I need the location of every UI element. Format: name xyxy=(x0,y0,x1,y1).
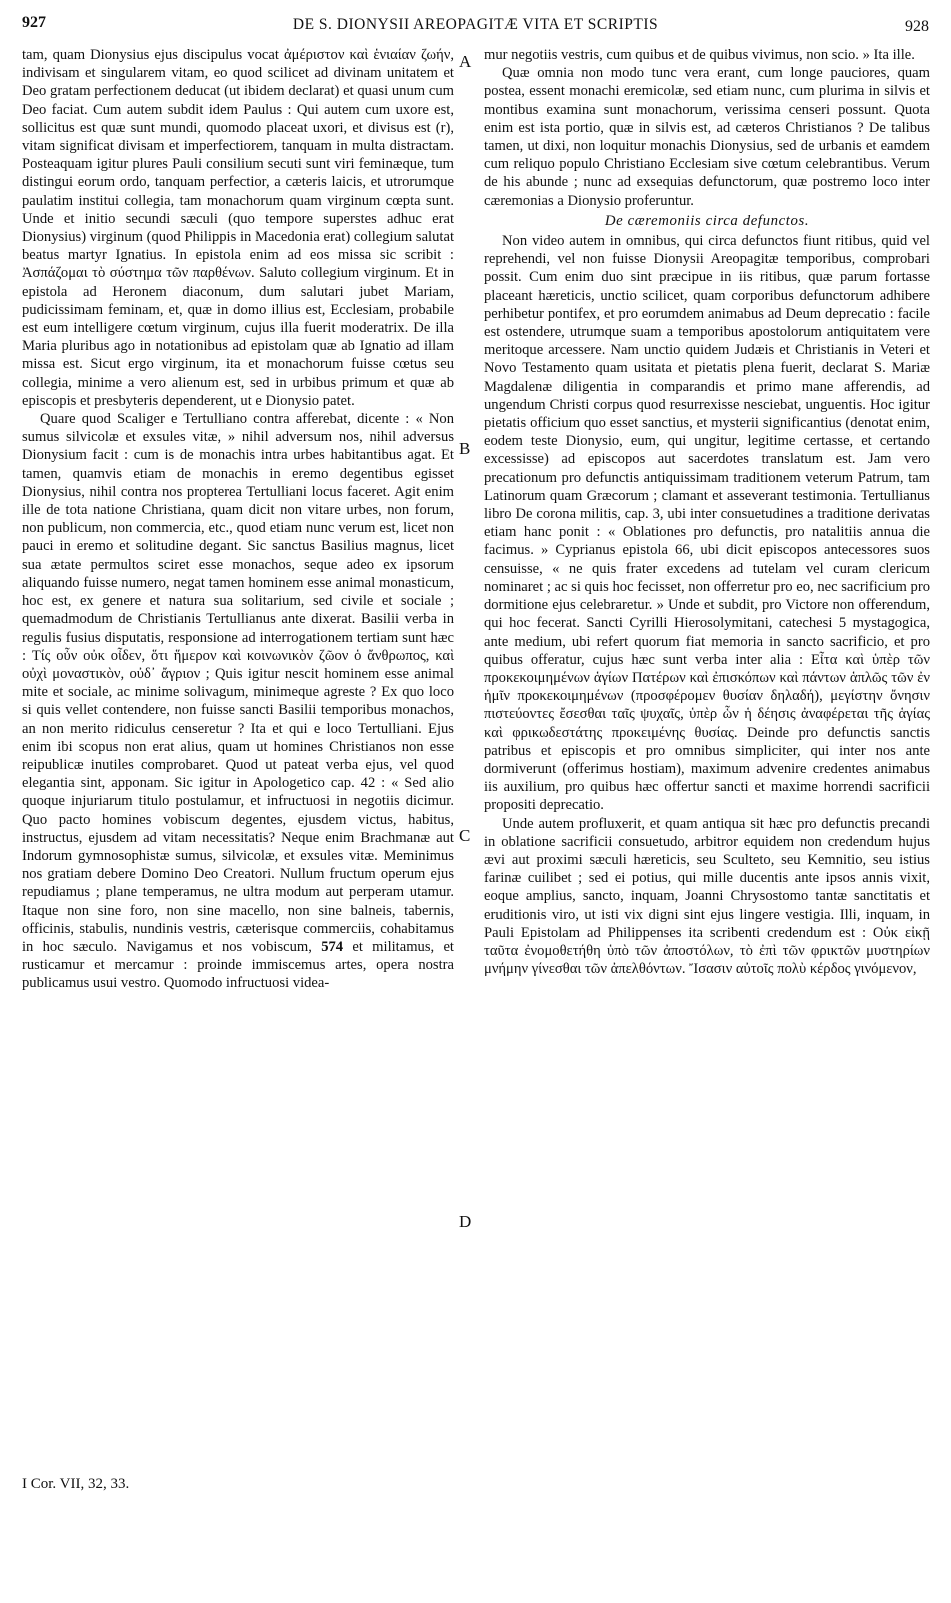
page-number-left: 927 xyxy=(22,14,46,31)
right-paragraph-3: Non video autem in omnibus, qui circa defunctos fiunt ritibus, quid vel reprehendi, vel non fuisse Dionysii Areopagitæ temporibus, comprobari possit. Cum enim duo sint præcipue in iis ritibus, quæ parum fortasse placeant hæreticis, unctio scilicet, quam corporibus defunctorum adhibere perhibetur pontifex, et pro eorumdem animabus ad Deum deprecatio : facile est ostendere, utrumque suam a temporibus apostolorum antiquitatem vere meritoque arcessere. Nam unctio quidem Judæis et Christianis in Veteri et Novo Testamento quam usitata et pietatis plena fuerit, declarat S. Mariæ Magdalenæ diligentia in comparandis et primo mane afferendis, ad ungendum Christi corpus quod resurrexisse nesciebat, unguentis. Hoc igitur pietatis officium quo esset sanctius, et mysterii significantius (denotat enim, eodem teste Dionysio, eum, qui ungitur, legitime certasse, et certando excessisse) ad episcopos aut sacerdotes translatum est. Jam vero precationum pro defunctis antiquissimam traditionem veterum Patrum, tam Latinorum quam Græcorum ; clamant et asseverant testimonia. Tertullianus libro De corona militis, cap. 3, ubi inter consuetudines a traditione derivatas etiam hanc ponit : « Oblationes pro defunctis, pro natalitiis annua die facimus. » Cyprianus epistola 66, ubi dicit episcopos antecessores suos censuisse, « ne quis frater excedens ad tutelam vel curam clericum nominaret ; ac si quis hoc fecisset, non offerretur pro eo, nec sacrificium pro dormitione ejus celebraretur. » Unde et subdit, pro Victore non offerendum, qui hoc fecerat. Sancti Cyrilli Hierosolymitani, catechesi 5 mystagogica, ante medium, ubi refert quorum fiat memoria in sancto sacrificio, et pro quibus offeratur, cujus hæc sunt verba inter alia : Εἶτα καὶ ὑπὲρ τῶν προκεκοιμημένων ἁγίων Πατέρων καὶ ἐπισκόπων καὶ πάντων ἁπλῶς τῶν ἐν ἡμῖν προκεκοιμημένων (προσφέρομεν θυσίαν δηλαδή), μεγίστην ὄνησιν πιστεύοντες ἔσεσθαι ταῖς ψυχαῖς, ὑπὲρ ὧν ἡ δέησις ἀναφέρεται τῆς ἁγίας καὶ φρικωδεστάτης προκειμένης θυσίας. Deinde pro defunctis sanctis patribus et episcopis et pro omnibus simpliciter, qui inter nos ante dormiverunt (offerimus hostiam), maximum advenire credentes animabus iis auxilium, pro quibus hæc offertur sancti et maxime horrendi sacrificii propositi deprecatio. xyxy=(484,233,930,814)
section-heading: De cæremoniis circa defunctos. xyxy=(604,212,810,229)
right-paragraph-2: Quæ omnia non modo tunc vera erant, cum longe pauciores, quam postea, essent monachi eremicolæ, sed etiam nunc, cum plurima in silvis et montibus examina sunt monachorum, verissima censeri possunt. Quota enim est ista portio, quæ in silvis est, ad cæteros Christianos ? De talibus tamen, ut dixi, non loquitur monachis Dionysius, sed de urbanis et eamdem cum reliquo populo Christiano Ecclesiam sive cœtum celebrantibus. Verum de his abunde ; nunc ad exsequias defunctorum, quæ postremo loco inter cæremonias a Dionysio proferuntur. xyxy=(484,65,930,209)
right-paragraph-4: Unde autem profluxerit, et quam antiqua sit hæc pro defunctis precandi in oblatione sacrificii consuetudo, arbitror equidem non credendum hujus ævi aut proximi sæculi hæreticis, seu Sculteto, seu Kemnitio, seu istius farinæ cuilibet ; sed ei potius, qui mille ducentis ante ipsos annis vixit, eoque amplius, sancto, inquam, Joanni Chrysostomo tantæ sanctitatis et eruditionis viro, ut isti vix digni sint ejus lingere vestigia. Illi, inquam, in Pauli Epistolam ad Philippenses ita scribenti credendum est : Οὐκ εἰκῇ ταῦτα ἐνομοθετήθη ὑπὸ τῶν ἀποστόλων, τὸ ἐπὶ τῶν φρικτῶν μυστηρίων μνήμην γίνεσθαι τῶν ἀπελθόντων. Ἴσασιν αὐτοῖς πολὺ κέρδος γινόμενον, xyxy=(484,815,930,978)
right-paragraph-1: mur negotiis vestris, cum quibus et de quibus vivimus, non scio. » Ita ille. xyxy=(484,47,915,63)
left-column xyxy=(22,46,454,993)
left-paragraph-1: tam, quam Dionysius ejus discipulus vocat ἀμέριστον καὶ ἑνιαίαν ζωήν, indivisam et singularem vitam, eo quod scilicet ad divinam unitatem et Deo gratam perfectionem deducat (ut ibidem declarat) et quasi unum cum Deo faciat. Cum autem subdit idem Paulus : Qui autem cum uxore est, sollicitus est quæ sunt mundi, quomodo placeat uxori, et divisus est (r), vitam significat divisam et imperfectiorem, tanquam in multa distractam. Posteaquam igitur plures Pauli consilium secuti sunt viri feminæque, tum distingui eorum ordo, tanquam perfectior, a cæteris laicis, et utrorumque paulatim institui collegia, tam monachorum quam virginum cœpta sunt. Unde et initio secundi sæculi (quo tempore superstes adhuc erat Dionysius) virginum (quod Philippis in Macedonia erat) collegium salutat beatus martyr Ignatius. In epistola enim ad eos missa sic scribit : Ἀσπάζομαι τὸ σύστημα τῶν παρθένων. Saluto collegium virginum. Et in epistola ad Heronem diaconum, dum salutari jubet Mariam, pudicissimam feminam, et, quæ in domo illius est, Ecclesiam, probabile est eum intelligere cœtum virginum, cujus illa fuerit moderatrix. De illa Maria pluribus ago in notationibus ad epistolam quæ ab Ignatio ad illam missa est. Sicut ergo virginum, ita et monachorum fuisse cœtus seu collegia, minime a vero alienum est, sed in urbibus primum et quæ ab episcopis et presbyteris dependerent, ut e Dionysio patet. xyxy=(22,47,454,409)
footnote: I Cor. VII, 32, 33. xyxy=(22,1476,130,1492)
margin-marker-d: D xyxy=(459,1212,472,1231)
running-title: DE S. DIONYSII AREOPAGITÆ VITA ET SCRIPTIS xyxy=(292,16,659,33)
margin-marker-b: B xyxy=(459,439,471,458)
right-column xyxy=(484,46,930,978)
page-number-right: 928 xyxy=(905,18,929,35)
left-paragraph-2 xyxy=(22,410,454,993)
running-header xyxy=(0,14,951,40)
left-paragraph-2-end: et militamus, et rusticamur et mercamur : proinde immiscemus artes, opera nostra publicamus usui vestro. Quomodo infructuosi videa- xyxy=(22,938,454,992)
margin-marker-c: C xyxy=(459,826,471,845)
margin-marker-a: A xyxy=(459,52,472,71)
folio-marker: 574 xyxy=(321,938,344,955)
left-paragraph-2-text: Quare quod Scaliger e Tertulliano contra afferebat, dicente : « Non sumus silvicolæ et exsules vitæ, » nihil adversum nos, nihil adversus Dionysium facit : cum is de monachis intra urbes habitantibus agat. Et tamen, quamvis etiam de monachis in eremo degentibus egisset Dionysius, nihil contra nos propterea Tertulliani locus faceret. Agit enim ille de tota natione Christiana, quam dicit non vitare urbes, non forum, non publicum, non commercia, etc., quod etiam nunc verum est, licet non pauci in eremo et solitudine degant. Sic sanctus Basilius magnus, licet sua ætate permultos sciret esse monachos, seque adeo ex ipsorum aliquando fuisse numero, negat tamen hominem esse animal monasticum, hoc est, ex genere et natura sua solitarium, sed civile et sociale ; quemadmodum de Christianis Tertullianus ante dixerat. Basilii verba in regulis fusius disputatis, responsione ad interrogationem tertiam sunt hæc : Τίς οὖν οὐκ οἶδεν, ὅτι ἥμερον καὶ κοινωνικὸν ζῶον ὁ ἄνθρωπος, καὶ οὐχὶ μοναστικὸν, οὐδ᾽ ἄγριον ; Quis igitur nescit hominem esse animal mite et sociale, ac minime solivagum, minimeque agreste ? Ex quo loco si quis vellet contendere, non fuisse sancti Basilii temporibus monachos, an non merito ridiculus censeretur ? Ita et qui e loco Tertulliani. Ejus enim ibi scopus non erat alius, quam ut homines Christianos non esse reipublicæ inutiles comprobaret. Quod ut pateat verba ejus, vel quod elegantia sint, apponam. Sic igitur in Apologetico cap. 42 : « Sed alio quoque injuriarum titulo postulamur, et infructuosi in negotiis dicimur. Quo pacto homines vobiscum degentes, ejusdem victus, habitus, instructus, ejusdem ad vitam necessitatis? Neque enim Brachmanæ aut Indorum gymnosophistæ sumus, silvicolæ, et exsules vitæ. Meminimus nos gratiam debere Domino Deo Creatori. Nullum fructum operum ejus repudiamus ; plane temperamus, ne ultra modum aut perperam utamur. Itaque non sine foro, non sine macello, non sine balneis, tabernis, officinis, stabulis, nundinis vestris, cæterisque commerciis, cohabitamus in hoc sæculo. Navigamus et nos vobiscum, xyxy=(22,411,454,955)
